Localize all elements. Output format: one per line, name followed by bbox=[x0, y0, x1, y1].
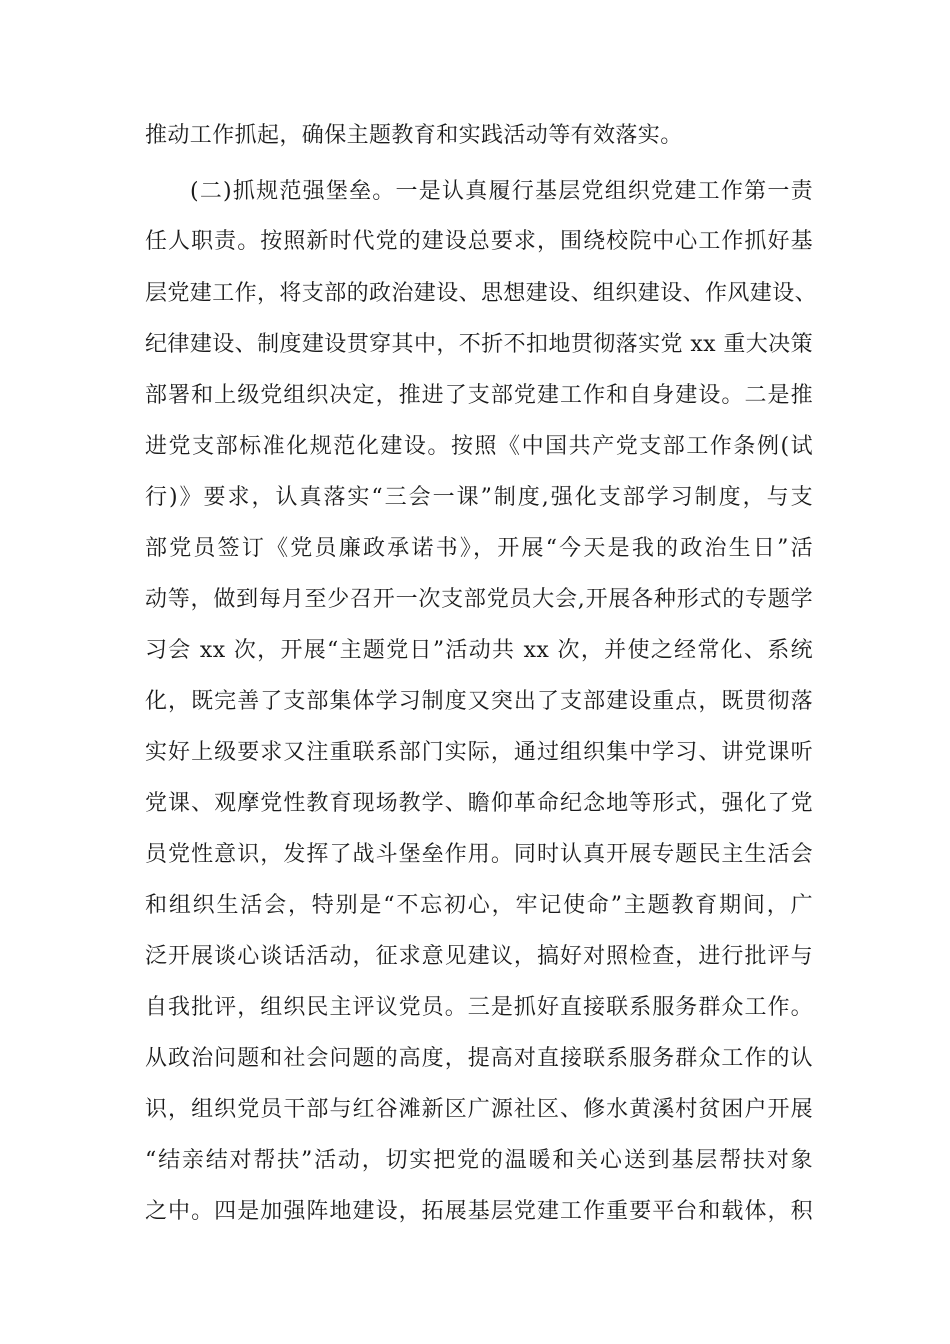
text-line: 纪律建设、制度建设贯穿其中，不折不扣地贯彻落实党 xx 重大决策 bbox=[145, 332, 813, 357]
text-line: 任人职责。按照新时代党的建设总要求，围绕校院中心工作抓好基 bbox=[145, 229, 813, 254]
text-line: 进党支部标准化规范化建设。按照《中国共产党支部工作条例(试 bbox=[145, 434, 813, 459]
text-line: 泛开展谈心谈话活动，征求意见建议，搞好对照检查，进行批评与 bbox=[145, 944, 813, 969]
text-line: 推动工作抓起，确保主题教育和实践活动等有效落实。 bbox=[145, 123, 683, 148]
text-line: 实好上级要求又注重联系部门实际，通过组织集中学习、讲党课听 bbox=[145, 740, 813, 765]
section-heading-line: (二)抓规范强堡垒。一是认真履行基层党组织党建工作第一责 bbox=[190, 179, 813, 204]
text-line: 部党员签订《党员廉政承诺书》，开展“今天是我的政治生日”活 bbox=[145, 536, 813, 561]
text-line: 和组织生活会，特别是“不忘初心，牢记使命”主题教育期间，广 bbox=[145, 893, 813, 918]
text-line: 部署和上级党组织决定，推进了支部党建工作和自身建设。二是推 bbox=[145, 383, 813, 408]
text-line: 动等，做到每月至少召开一次支部党员大会,开展各种形式的专题学 bbox=[145, 587, 813, 612]
text-line: 识，组织党员干部与红谷滩新区广源社区、修水黄溪村贫困户开展 bbox=[145, 1097, 813, 1122]
text-line: 化，既完善了支部集体学习制度又突出了支部建设重点，既贯彻落 bbox=[145, 689, 813, 714]
text-line: 行)》要求，认真落实“三会一课”制度,强化支部学习制度，与支 bbox=[145, 485, 813, 510]
text-line: 党课、观摩党性教育现场教学、瞻仰革命纪念地等形式，强化了党 bbox=[145, 791, 813, 816]
text-line: 员党性意识，发挥了战斗堡垒作用。同时认真开展专题民主生活会 bbox=[145, 842, 813, 867]
text-line: 之中。四是加强阵地建设，拓展基层党建工作重要平台和载体，积 bbox=[145, 1199, 813, 1224]
text-line: “结亲结对帮扶”活动，切实把党的温暖和关心送到基层帮扶对象 bbox=[145, 1148, 813, 1173]
text-line: 层党建工作，将支部的政治建设、思想建设、组织建设、作风建设、 bbox=[145, 281, 818, 306]
text-line: 从政治问题和社会问题的高度，提高对直接联系服务群众工作的认 bbox=[145, 1046, 813, 1071]
text-line: 自我批评，组织民主评议党员。三是抓好直接联系服务群众工作。 bbox=[145, 995, 813, 1020]
text-line: 习会 xx 次，开展“主题党日”活动共 xx 次，并使之经常化、系统 bbox=[145, 638, 813, 663]
